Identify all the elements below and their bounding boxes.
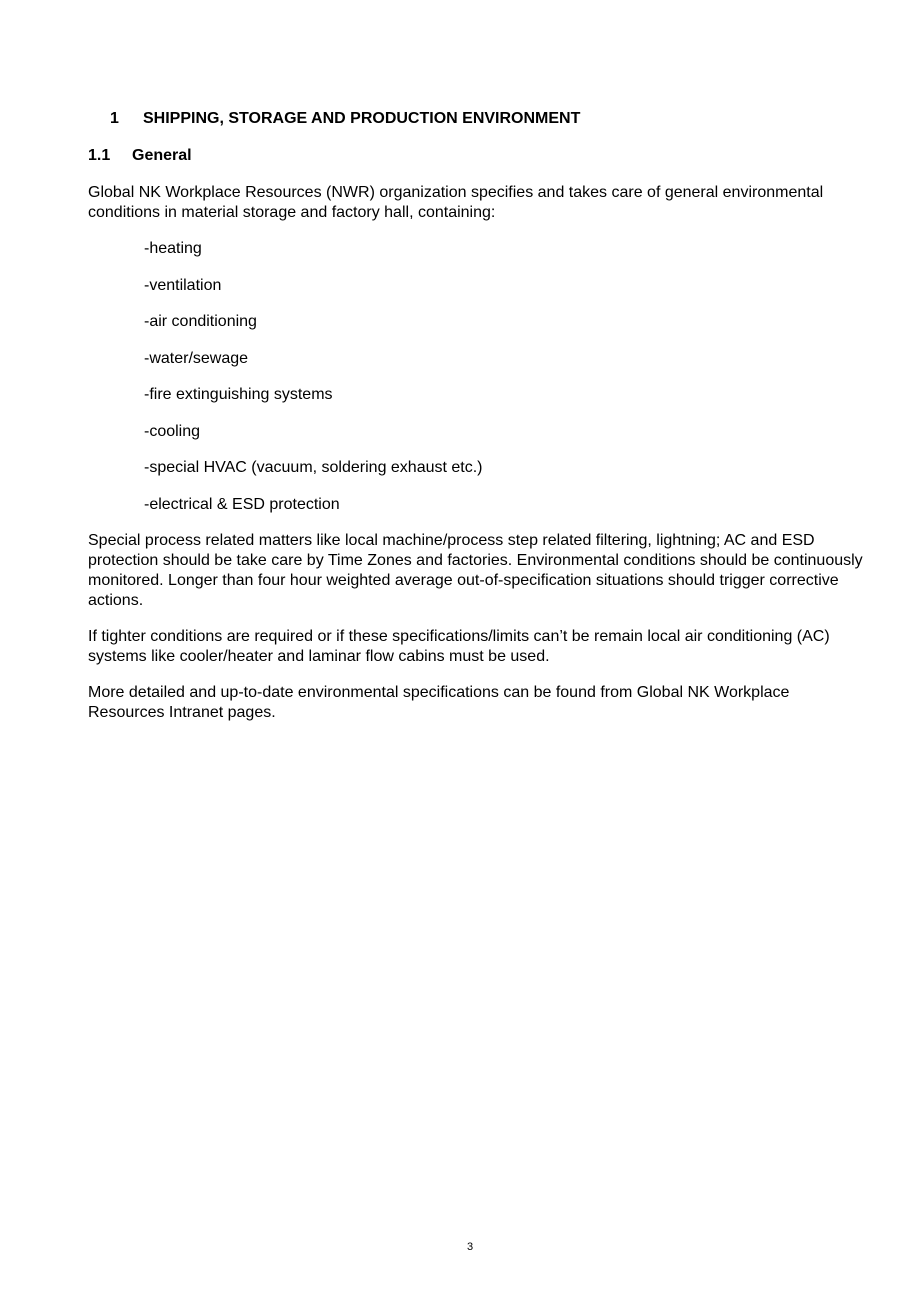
tighter-conditions-paragraph: If tighter conditions are required or if these specifications/limits can’t be remain local air conditioning (AC) systems like cooler/heater and laminar flow cabins must be used.	[88, 628, 830, 665]
list-item: -special HVAC (vacuum, soldering exhaust etc.)	[144, 459, 483, 476]
page-number: 3	[466, 1241, 474, 1253]
list-item: -ventilation	[144, 276, 222, 294]
list-item: -cooling	[144, 422, 201, 440]
subsection-title: General	[132, 147, 192, 164]
section-title: SHIPPING, STORAGE AND PRODUCTION ENVIRONMENT	[143, 110, 581, 127]
subsection-heading	[88, 147, 192, 165]
subsection-number: 1.1	[88, 147, 111, 164]
list-item: -water/sewage	[144, 349, 249, 367]
more-details-paragraph: More detailed and up-to-date environmental specifications can be found from Global NK Workplace Resources Intranet pages.	[88, 684, 790, 721]
section-number: 1	[110, 110, 119, 127]
special-process-paragraph: Special process related matters like local machine/process step related filtering, lightning; AC and ESD protection should be take care by Time Zones and factories. Environmental conditions should be continuously monitored. Longer than four hour weighted average out-of-specification situations should trigger corrective actions.	[88, 532, 863, 609]
section-heading	[110, 110, 580, 128]
list-item: -fire extinguishing systems	[144, 386, 333, 403]
list-item: -electrical & ESD protection	[144, 495, 340, 513]
intro-paragraph: Global NK Workplace Resources (NWR) organization specifies and takes care of general environmental conditions in material storage and factory hall, containing:	[88, 184, 824, 221]
list-item: -air conditioning	[144, 313, 257, 330]
list-item: -heating	[144, 240, 202, 257]
conditions-list	[144, 239, 483, 531]
